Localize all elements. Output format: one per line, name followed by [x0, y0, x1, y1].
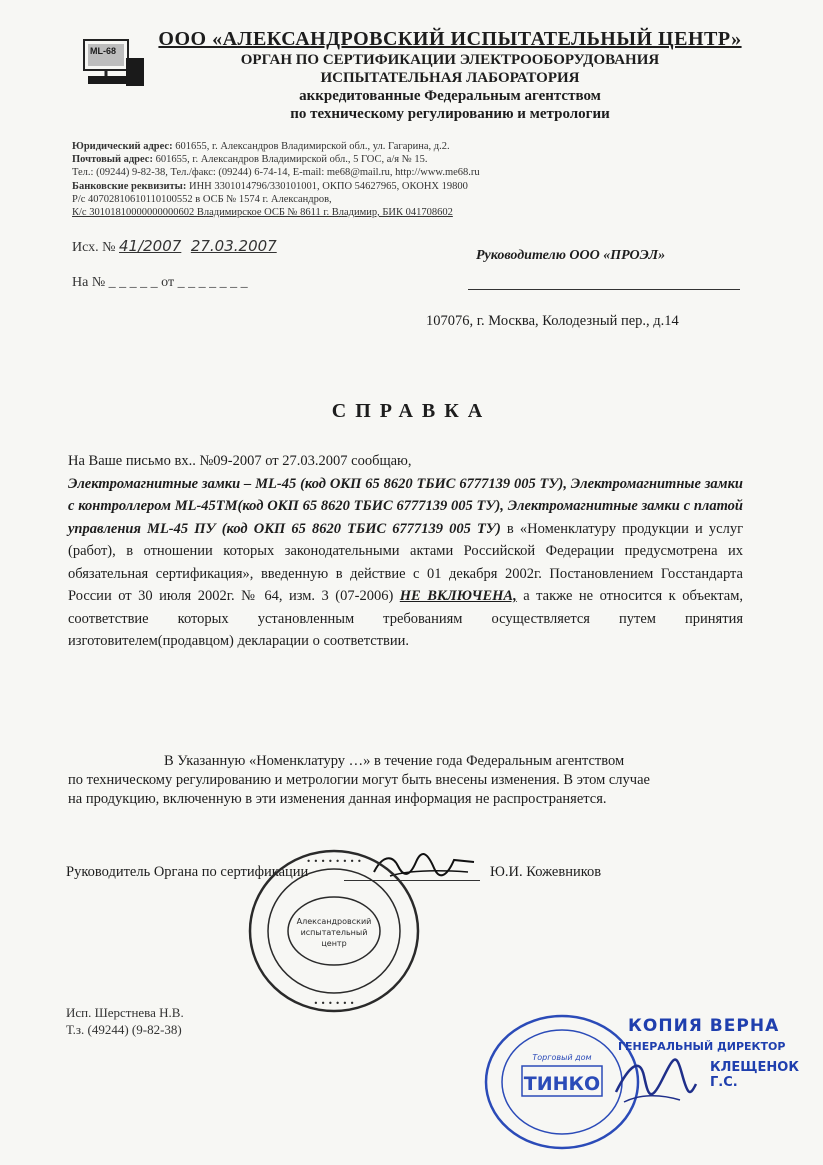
body-paragraph-2: В Указанную «Номенклатуру …» в течение года Федеральным агентством по техническому регулированию и метрологии могут быть внесены изменения. В этом случае на продукцию, включенную в эти изменения данная информация не распространяется.	[68, 753, 650, 807]
addressee-address: 107076, г. Москва, Колодезный пер., д.14	[426, 313, 679, 329]
copy-certified: КОПИЯ ВЕРНА	[628, 1016, 780, 1036]
addressee-divider	[468, 289, 740, 290]
signatory-name: Ю.И. Кожевников	[490, 864, 602, 880]
account-line: Р/с 40702810610110100552 в ОСБ № 1574 г. Александров,	[72, 194, 332, 205]
legal-address: Юридический адрес: 601655, г. Александров Владимирской обл., ул. Гагарина, д.2.	[72, 141, 450, 152]
corr-account-line: К/с 30101810000000000602 Владимирское ОСБ № 8611 г. Владимир, БИК 041708602	[72, 207, 453, 218]
incoming-number: На № _ _ _ _ _ от _ _ _ _ _ _ _	[72, 275, 248, 290]
body-paragraph-1: На Ваше письмо вх.. №09-2007 от 27.03.2007 сообщаю, Электромагнитные замки – ML-45 (код ОКП 65 8620 ТБИС 6777139 005 ТУ), Электромагнитные замки с контроллером ML-45ТМ(код ОКП 65 8620 ТБИС 6777139 005 ТУ), Электромагнитные замки с платой управления ML-45 ПУ (код ОКП 65 8620 ТБИС 6777139 005 ТУ) в «Номенклатуру продукции и услуг (работ), в отношении которых законодательными актами Российской Федерации предусмотрена их обязательная сертификация», введенную в действие с 01 декабря 2002г. Постановлением Госстандарта России от 30 июля 2002г. № 64, изм. 3 (07-2006) НЕ ВКЛЮЧЕНА, а также не относится к объектам, соответствие которых установленным требованиям осуществляется путем принятия изготовителем(продавцом) декларации о соответствии.	[68, 453, 744, 649]
lab-title: ИСПЫТАТЕЛЬНАЯ ЛАБОРАТОРИЯ	[320, 70, 580, 86]
postal-address: Почтовый адрес: 601655, г. Александров Владимирской обл., 5 ГОС, а/я № 15.	[72, 154, 428, 165]
round-stamp-icon	[244, 846, 424, 1016]
logo-text: ML-68	[90, 46, 117, 56]
director-role: ГЕНЕРАЛЬНЫЙ ДИРЕКТОР	[618, 1040, 786, 1053]
svg-text:• • • • • •: • • • • • •	[313, 999, 355, 1008]
stamp-text-2: испытательный	[300, 928, 368, 937]
accreditation-agency: по техническому регулированию и метрологии	[290, 106, 610, 122]
document-title: СПРАВКА	[331, 400, 492, 422]
phone-line: Тел.: (09244) 9-82-38, Тел./факс: (09244) 6-74-14, E-mail: me68@mail.ru, http://www.me68.ru	[72, 167, 480, 178]
executor: Исп. Шерстнева Н.В.	[66, 1005, 184, 1020]
executor-phone: Т.з. (49244) (9-82-38)	[66, 1022, 182, 1037]
organization-name: ООО «АЛЕКСАНДРОВСКИЙ ИСПЫТАТЕЛЬНЫЙ ЦЕНТР»	[158, 28, 742, 50]
bank-requisites: Банковские реквизиты: ИНН 3301014796/330101001, ОКПО 54627965, ОКОНХ 19800	[72, 181, 468, 192]
svg-text:• • • • • • • •: • • • • • • • •	[306, 857, 362, 866]
director-signature	[610, 1044, 700, 1114]
svg-text:Торговый дом: Торговый дом	[532, 1053, 592, 1062]
outgoing-number: Исх. № 41/2007 27.03.2007	[72, 237, 277, 255]
director-name: КЛЕЩЕНОК Г.С.	[710, 1060, 799, 1090]
stamp-text-1: Александровский	[296, 917, 372, 926]
accreditation-line: аккредитованные Федеральным агентством	[299, 88, 601, 104]
stamp-brand-text: ТИНКО	[523, 1073, 601, 1095]
organ-title: ОРГАН ПО СЕРТИФИКАЦИИ ЭЛЕКТРООБОРУДОВАНИЯ	[240, 52, 660, 68]
organization-logo	[78, 36, 150, 92]
stamp-text-3: центр	[321, 939, 347, 948]
addressee: Руководителю ООО «ПРОЭЛ»	[476, 248, 666, 263]
signatory-role: Руководитель Органа по сертификации	[66, 864, 309, 880]
